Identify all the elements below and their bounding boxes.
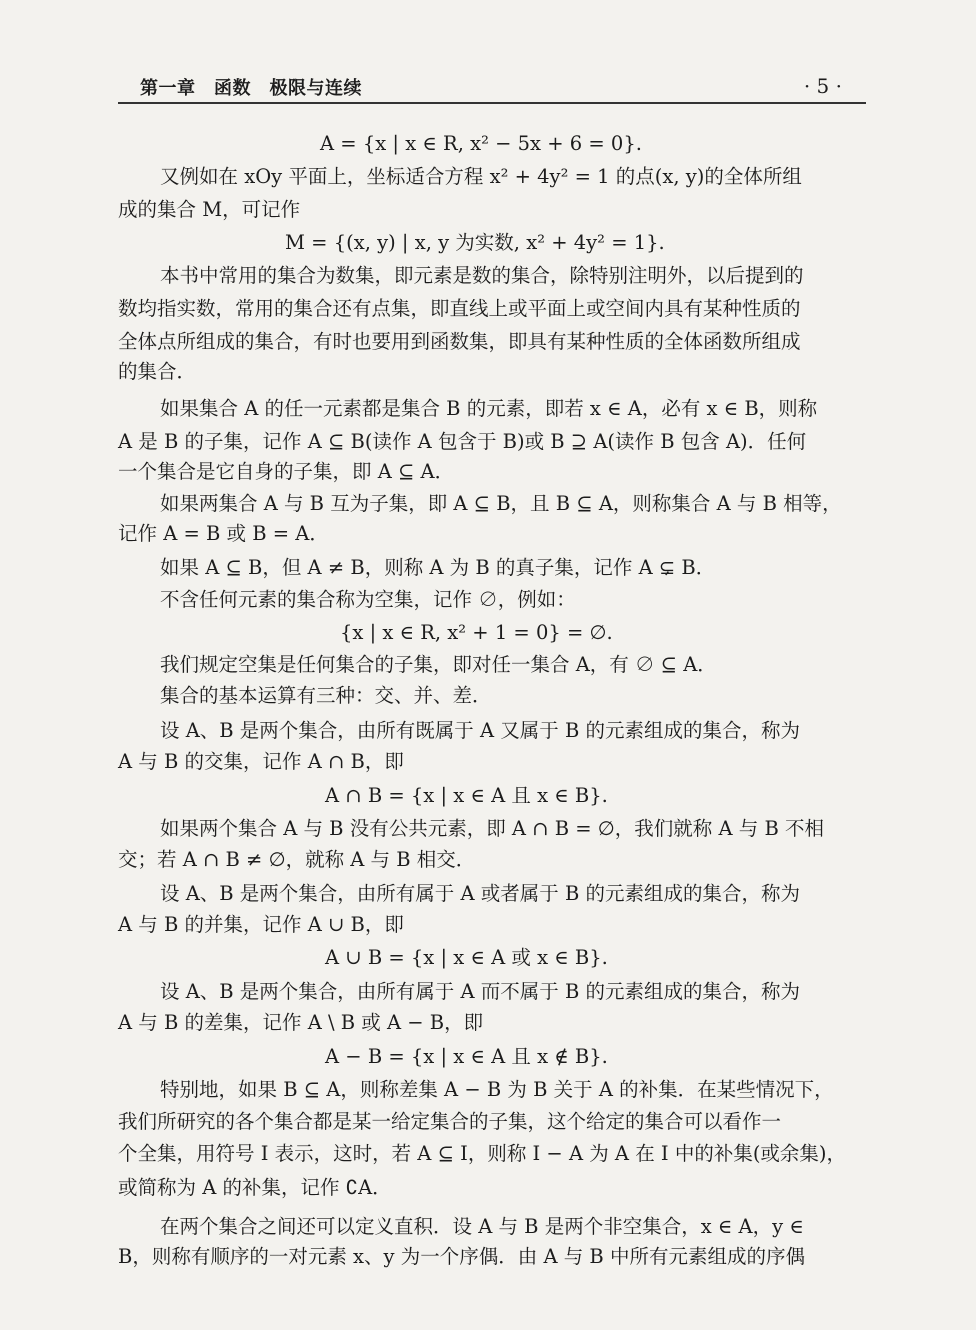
text-line: A 与 B 的并集，记作 A ∪ B，即	[118, 913, 404, 936]
text-line: 我们规定空集是任何集合的子集，即对任一集合 A，有 ∅ ⊆ A．	[160, 653, 717, 676]
equation-line: A − B = {x | x ∈ A 且 x ∉ B}.	[325, 1045, 608, 1068]
text-line: 全体点所组成的集合，有时也要用到函数集，即具有某种性质的全体函数所组成	[118, 330, 801, 353]
text-line: 如果 A ⊆ B，但 A ≠ B，则称 A 为 B 的真子集，记作 A ⊊ B．	[160, 556, 716, 579]
text-line: 设 A、B 是两个集合，由所有属于 A 而不属于 B 的元素组成的集合，称为	[160, 980, 801, 1003]
text-line: 我们所研究的各个集合都是某一给定集合的子集，这个给定的集合可以看作一	[118, 1110, 782, 1133]
text-line: 设 A、B 是两个集合，由所有既属于 A 又属于 B 的元素组成的集合，称为	[160, 719, 801, 742]
chapter-title: 第一章 函数 极限与连续	[140, 78, 362, 99]
equation-line: M = {(x, y) | x, y 为实数, x² + 4y² = 1}.	[285, 231, 665, 254]
equation-line: A ∩ B = {x | x ∈ A 且 x ∈ B}.	[325, 784, 608, 807]
text-line: 一个集合是它自身的子集，即 A ⊆ A．	[118, 460, 455, 483]
text-line: 或简称为 A 的补集，记作 ∁A．	[118, 1176, 392, 1199]
text-line: 个全集，用符号 I 表示，这时，若 A ⊆ I，则称 I − A 为 A 在 I 中的补集(或余集)，	[118, 1142, 847, 1165]
text-line: B，则称有顺序的一对元素 x、y 为一个序偶．由 A 与 B 中所有元素组成的序偶	[118, 1245, 805, 1268]
equation-line: {x | x ∈ R, x² + 1 = 0} = ∅.	[340, 621, 613, 644]
text-line: 记作 A = B 或 B = A．	[118, 522, 329, 545]
equation-line: A = {x | x ∈ R, x² − 5x + 6 = 0}.	[320, 132, 642, 155]
text-line: A 与 B 的交集，记作 A ∩ B，即	[118, 750, 404, 773]
text-line: 又例如在 xOy 平面上，坐标适合方程 x² + 4y² = 1 的点(x, y)的全体所组	[160, 165, 802, 188]
text-line: 成的集合 M，可记作	[118, 198, 301, 221]
text-line: 如果两集合 A 与 B 互为子集，即 A ⊆ B，且 B ⊆ A，则称集合 A 与 B 相等，	[160, 492, 842, 515]
page-number: · 5 ·	[803, 74, 842, 98]
text-line: 交；若 A ∩ B ≠ ∅，就称 A 与 B 相交．	[118, 848, 476, 871]
text-line: 本书中常用的集合为数集，即元素是数的集合，除特别注明外，以后提到的	[160, 264, 804, 287]
text-line: 的集合．	[118, 360, 197, 383]
text-line: 在两个集合之间还可以定义直积．设 A 与 B 是两个非空集合，x ∈ A，y ∈	[160, 1215, 804, 1238]
text-line: A 与 B 的差集，记作 A \ B 或 A − B，即	[118, 1011, 484, 1034]
text-line: 如果集合 A 的任一元素都是集合 B 的元素，即若 x ∈ A，必有 x ∈ B，则称	[160, 397, 818, 420]
text-line: 设 A、B 是两个集合，由所有属于 A 或者属于 B 的元素组成的集合，称为	[160, 882, 801, 905]
text-line: 不含任何元素的集合称为空集，记作 ∅，例如：	[160, 588, 576, 611]
page-header	[118, 72, 866, 104]
equation-line: A ∪ B = {x | x ∈ A 或 x ∈ B}.	[325, 946, 608, 969]
text-line: 数均指实数，常用的集合还有点集，即直线上或平面上或空间内具有某种性质的	[118, 297, 801, 320]
text-line: 集合的基本运算有三种：交、并、差．	[160, 684, 492, 707]
text-line: 特别地，如果 B ⊆ A，则称差集 A − B 为 B 关于 A 的补集．在某些情况下，	[160, 1078, 834, 1101]
text-line: A 是 B 的子集，记作 A ⊆ B(读作 A 包含于 B)或 B ⊇ A(读作 B 包含 A)．任何	[118, 430, 807, 453]
text-line: 如果两个集合 A 与 B 没有公共元素，即 A ∩ B = ∅，我们就称 A 与 B 不相	[160, 817, 824, 840]
header-rule	[118, 102, 866, 104]
